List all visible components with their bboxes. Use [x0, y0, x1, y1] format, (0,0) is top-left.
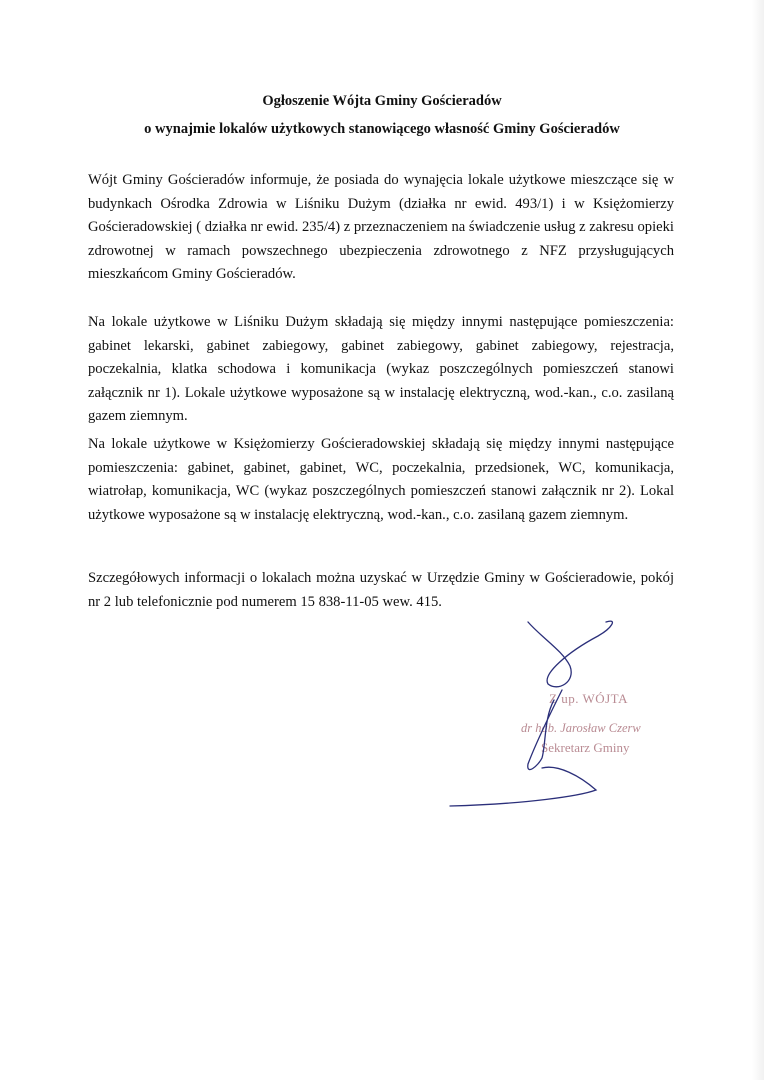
stamp-line-2: dr hab. Jarosław Czerw — [521, 721, 641, 735]
document-title: Ogłoszenie Wójta Gminy Gościeradów — [262, 93, 502, 109]
stamp-line-3: Sekretarz Gminy — [541, 740, 630, 755]
paragraph-intro: Wójt Gminy Gościeradów informuje, że posiada do wynajęcia lokale użytkowe mieszczące się w budynkach Ośrodka Zdrowia w Liśniku Dużym (działka nr ewid. 493/1) i w Księżomierzy Gościeradowskiej ( działka nr ewid. 235/4) z przeznaczeniem na świadczenie usług z zakresu opieki zdrowotnej w ramach powszechnego ubezpieczenia zdrowotnego z NFZ przysługujących mieszkańcom Gminy Gościeradów. — [88, 172, 674, 282]
handwritten-signature — [430, 600, 690, 820]
document-subtitle: o wynajmie lokalów użytkowych stanowiącego własność Gminy Gościeradów — [144, 121, 620, 137]
stamp-line-1: Z up. WÓJTA — [549, 691, 628, 706]
scan-edge-shadow — [752, 0, 764, 1080]
paragraph-ksiezomierz: Na lokale użytkowe w Księżomierzy Gościeradowskiej składają się między innymi następujące pomieszczenia: gabinet, gabinet, gabinet, WC, poczekalnia, przedsionek, WC, komunikacja, wiatrołap, komunikacja, WC (wykaz poszczególnych pomieszczeń stanowi załącznik nr 2). Lokal użytkowe wyposażone są w instalację elektryczną, wod.-kan., c.o. zasilaną gazem ziemnym. — [88, 436, 674, 523]
paragraph-contact: Szczegółowych informacji o lokalach można uzyskać w Urzędzie Gminy w Gościeradowie, pokój nr 2 lub telefonicznie pod numerem 15 838-11-05 wew. 415. — [88, 570, 674, 610]
paragraph-lisnik: Na lokale użytkowe w Liśniku Dużym składają się między innymi następujące pomieszczenia: gabinet lekarski, gabinet zabiegowy, gabinet zabiegowy, gabinet zabiegowy, rejestracja, poczekalnia, klatka schodowa i komunikacja (wykaz poszczególnych pomieszczeń stanowi załącznik nr 1). Lokale użytkowe wyposażone są w instalację elektryczną, wod.-kan., c.o. zasilaną gazem ziemnym. — [88, 314, 674, 424]
